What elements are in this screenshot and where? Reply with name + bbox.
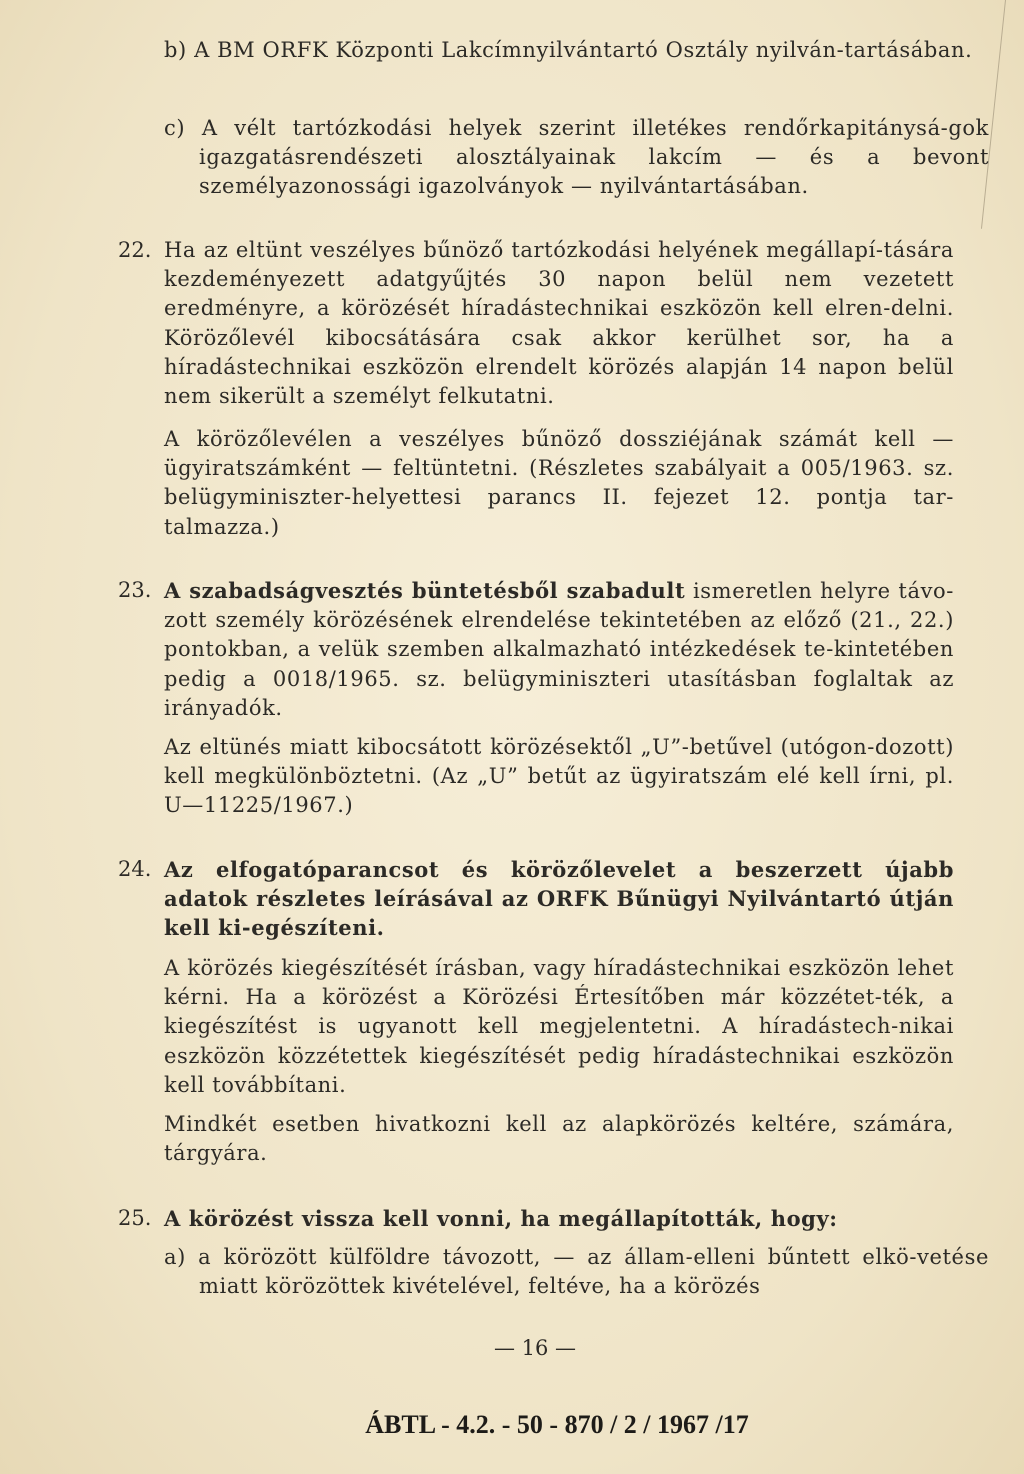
paragraph-b: b) A BM ORFK Központi Lakcímnyilvántartó Osztály nyilván-tartásában. [164, 38, 973, 62]
archive-reference: ÁBTL - 4.2. - 50 - 870 / 2 / 1967 /17 [365, 1410, 749, 1439]
item-24-paragraph-3: Mindkét esetben hivatkozni kell az alapkörözés keltére, számára, tárgyára. [164, 1112, 954, 1166]
item-22-paragraph-1: Ha az eltünt veszélyes bűnöző tartózkodási helyének megállapí-tására kezdeményezett adatgyűjtés 30 napon belül nem vezetett eredményre, a körözését híradástechnikai eszközön kell elren-delni. Körözőlevél kibocsátására csak akkor kerülhet sor, ha a híradástechnikai eszközön elrendelt körözés alapján 14 napon belül nem sikerült a személyt felkutatni. [164, 238, 954, 409]
page-number: — 16 — [493, 1336, 577, 1360]
item-number-25: 25. [118, 1206, 152, 1230]
item-23-lead: A szabadságvesztés büntetésből szabadult [164, 578, 686, 603]
item-25-lead: A körözést vissza kell vonni, ha megállapították, hogy: [164, 1206, 838, 1231]
item-number-22: 22. [118, 238, 152, 262]
item-24-paragraph-2: A körözés kiegészítését írásban, vagy híradástechnikai eszközön lehet kérni. Ha a körözést a Körözési Értesítőben már közzétet-ték, a kiegészítést is ugyanott kell megjelentetni. A híradástech-nikai eszközön közzétettek kiegészítését pedig híradástechnikai eszközön kell továbbítani. [164, 956, 954, 1097]
paragraph-c: c) A vélt tartózkodási helyek szerint illetékes rendőrkapitánysá-gok igazgatásrendészeti alosztályainak lakcím — és a bevont személyazonossági igazolványok — nyilvántartásában. [164, 116, 989, 199]
item-23-rest: ismeretlen helyre távo-zott személy körözésének elrendelése tekintetében az előző (21., 22.) pontokban, a velük szemben alkalmazható intézkedések te-kintetében pedig a 0018/1965. sz. belügyminiszteri utasításban foglaltak az irányadók. [164, 579, 954, 720]
item-number-24: 24. [118, 857, 152, 881]
item-24-lead: Az elfogatóparancsot és körözőlevelet a beszerzett újabb adatok részletes leírásával az ORFK Bűnügyi Nyilvántartó útján kell ki-egészíteni. [164, 857, 954, 941]
item-22-paragraph-2: A körözőlevélen a veszélyes bűnöző dossziéjának számát kell — ügyiratszámként — feltüntetni. (Részletes szabályait a 005/1963. sz. belügyminiszter-helyettesi parancs II. fejezet 12. pontja tar-talmazza.) [164, 427, 954, 539]
item-number-23: 23. [118, 578, 152, 602]
item-23-paragraph-2: Az eltünés miatt kibocsátott körözésektől „U”-betűvel (utógon-dozott) kell megkülönböztetni. (Az „U” betűt az ügyiratszám elé kell írni, pl. U—11225/1967.) [164, 735, 954, 818]
item-25-sub-a: a) a körözött külföldre távozott, — az állam-elleni bűntett elkö-vetése miatt körözöttek kivételével, feltéve, ha a körözés [164, 1245, 989, 1299]
item-23-paragraph-1 [164, 576, 954, 723]
